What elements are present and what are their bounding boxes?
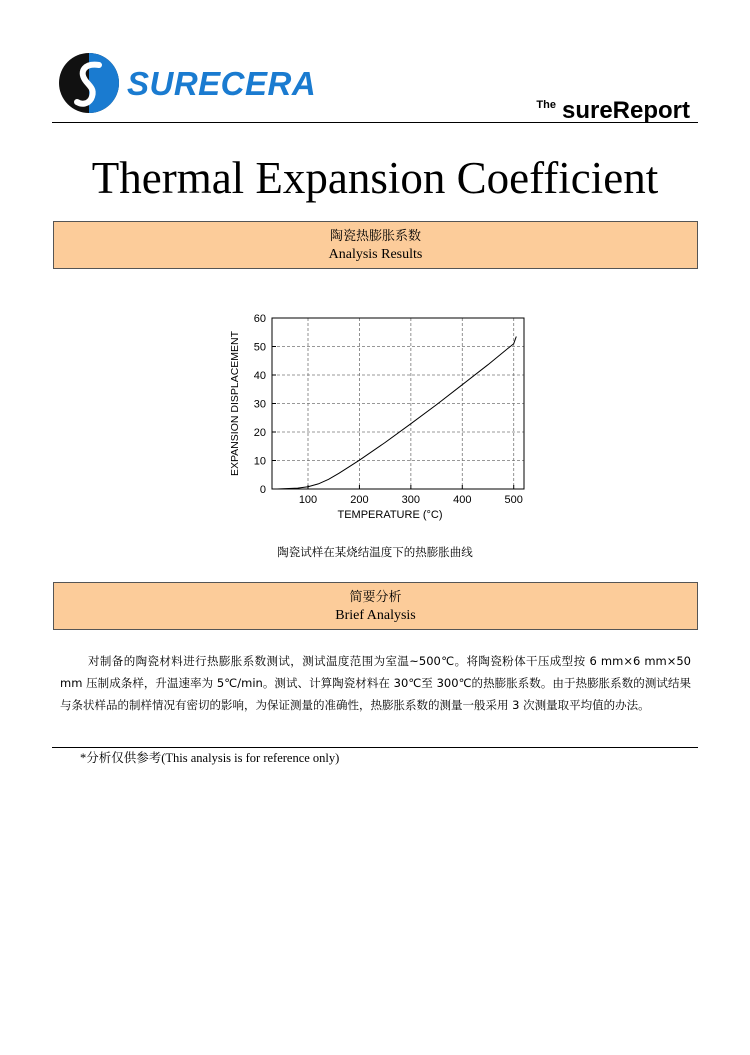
y-tick-label: 50 (253, 341, 266, 354)
brief-analysis-cn: 简要分析 (349, 590, 402, 605)
header-divider (52, 122, 698, 123)
y-tick-label: 10 (253, 455, 266, 468)
surecera-logo (58, 52, 120, 114)
analysis-paragraph (60, 650, 691, 716)
y-tick-label: 0 (259, 484, 266, 496)
y-tick-label: 30 (253, 398, 266, 411)
brand-name: SURECERA (127, 65, 317, 102)
y-tick-label: 20 (253, 427, 266, 439)
page-title: Thermal Expansion Coefficient (91, 153, 659, 203)
analysis-results-cn: 陶瓷热膨胀系数 (329, 229, 421, 244)
report-prefix: The (536, 99, 556, 111)
x-axis-label: TEMPERATURE (°C) (337, 509, 443, 521)
x-tick-label: 400 (453, 494, 472, 506)
y-tick-label: 60 (253, 313, 266, 325)
y-tick-label: 40 (253, 370, 266, 382)
analysis-results-en: Analysis Results (328, 247, 423, 262)
brief-analysis-banner (53, 582, 698, 630)
brief-analysis-en: Brief Analysis (335, 608, 416, 623)
x-tick-label: 100 (298, 494, 318, 506)
footnote: *分析仅供参考(This analysis is for reference only) (80, 751, 340, 765)
x-tick-label: 300 (401, 494, 421, 506)
figure-caption: 陶瓷试样在某烧结温度下的热膨胀曲线 (277, 545, 473, 559)
analysis-text: 对制备的陶瓷材料进行热膨胀系数测试，测试温度范围为室温~500℃。将陶瓷粉体干压成型按 6 mm×6 mm×50 mm 压制成条样，升温速率为 5℃/min。测试、计算陶瓷材料在 30℃至 300℃的热膨胀系数。由于热膨胀系数的测试结果与条状样品的制样情况有密切的影响，为保证测量的准确性，热膨胀系数的测量一般采用 3 次测量取平均值的办法。 (60, 654, 691, 712)
x-tick-label: 200 (350, 494, 369, 506)
x-tick-label: 500 (504, 494, 523, 506)
y-axis-label: EXPANSION DISPLACEMENT (229, 330, 241, 477)
footer-divider (52, 747, 698, 748)
analysis-results-banner (53, 221, 698, 269)
report-name (536, 90, 690, 129)
report-title: sureReport (561, 97, 690, 124)
thermal-expansion-chart (222, 306, 532, 526)
